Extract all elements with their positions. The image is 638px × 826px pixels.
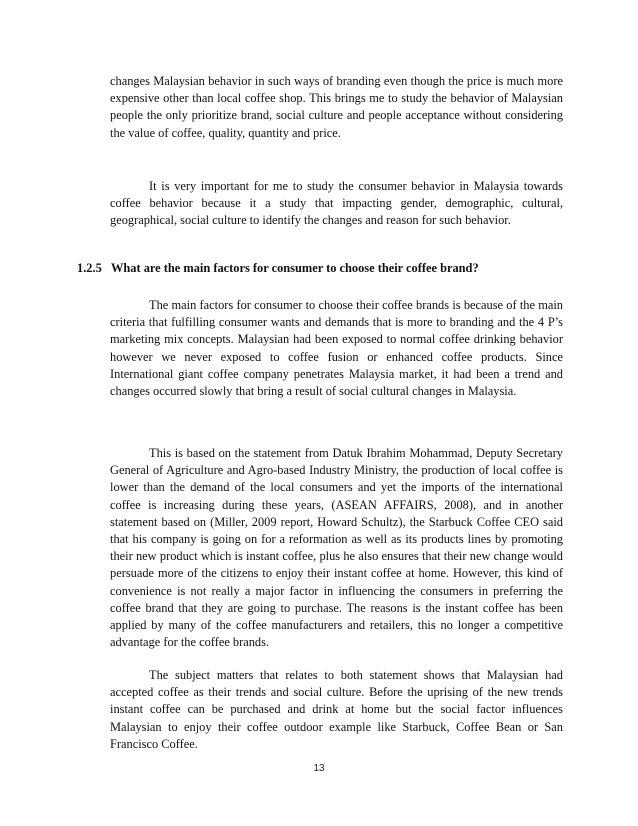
- paragraph-subject-matters: The subject matters that relates to both statement shows that Malaysian had accepted coffee as their trends and social culture. Before the uprising of the new trends instant coffee can be purchased and drink at home but the social factor influences Malaysian to enjoy their coffee outdoor example like Starbuck, Coffee Bean or San Francisco Coffee.: [110, 668, 563, 751]
- page-number: 13: [313, 763, 325, 774]
- paragraph-statement-datuk: This is based on the statement from Datuk Ibrahim Mohammad, Deputy Secretary General of Agriculture and Agro-based Industry Ministry, the production of local coffee is lower than the demand of the local consumers and yet the imports of the international coffee is increasing during these years, (ASEAN AFFAIRS, 2008), and in another statement based on (Miller, 2009 report, Howard Schultz), the Starbuck Coffee CEO said that his company is going on for a reformation as well as its products lines by promoting their new product which is instant coffee, plus he also ensures that their new change would persuade more of the citizens to enjoy their instant coffee at home. However, this kind of convenience is not really a major factor in influencing the consumers in preferring the coffee brand that they are going to purchase. The reasons is the instant coffee has been applied by many of the coffee manufacturers and retailers, this no longer a competitive advantage for the coffee brands.: [110, 446, 563, 650]
- section-title: What are the main factors for consumer to choose their coffee brand?: [111, 261, 479, 275]
- paragraph-main-factors: The main factors for consumer to choose their coffee brands is because of the main criteria that fulfilling consumer wants and demands that is more to branding and the 4 P’s marketing mix concepts. Malaysian had been exposed to normal coffee drinking behavior however we never exposed to coffee fusion or enhanced coffee products. Since International giant coffee company penetrates Malaysia market, it had been a trend and changes occurred slowly that bring a result of social cultural changes in Malaysia.: [110, 298, 563, 399]
- section-number: 1.2.5: [77, 261, 102, 275]
- section-heading: [77, 260, 577, 277]
- paragraph-branding-behavior: changes Malaysian behavior in such ways of branding even though the price is much more expensive other than local coffee shop. This brings me to study the behavior of Malaysian people the only prioritize brand, social culture and people acceptance without considering the value of coffee, quality, quantity and price.: [110, 74, 563, 140]
- paragraph-study-importance: It is very important for me to study the consumer behavior in Malaysia towards coffee behavior because it a study that impacting gender, demographic, cultural, geographical, social culture to identify the changes and reason for such behavior.: [110, 179, 563, 228]
